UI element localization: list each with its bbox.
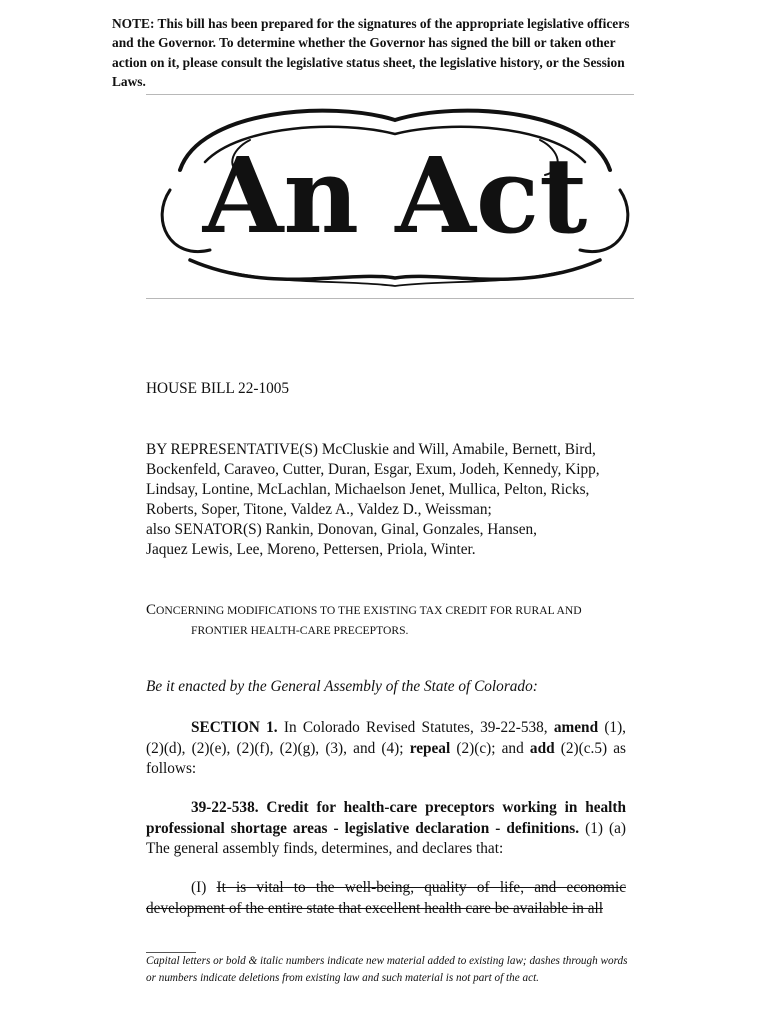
signature-note: NOTE: This bill has been prepared for the signatures of the appropriate legislative officers and the Governor. To determine whether the Governor has signed the bill or taken other action on it, please consult the legislative status sheet, the legislative history, or the Session Laws. <box>112 16 630 90</box>
an-act-banner <box>150 100 640 296</box>
sponsor-line: Roberts, Soper, Titone, Valdez A., Valdez D., Weissman; <box>146 501 492 518</box>
sponsor-line: Lindsay, Lontine, McLachlan, Michaelson Jenet, Mullica, Pelton, Ricks, <box>146 481 590 498</box>
amend-keyword: amend <box>553 719 599 736</box>
sponsors <box>146 440 626 560</box>
title-initial: C <box>146 602 157 618</box>
an-act-flourish <box>150 100 640 296</box>
section-text: (2)(c.5) as follows: <box>146 739 626 777</box>
title-line-2: FRONTIER HEALTH-CARE PRECEPTORS. <box>191 624 409 637</box>
repeal-keyword: repeal <box>409 739 451 757</box>
paragraph-label: (I) <box>191 879 217 896</box>
sponsor-line: Jaquez Lewis, Lee, Moreno, Pettersen, Priola, Winter. <box>146 541 476 558</box>
section-1 <box>146 718 626 780</box>
enacting-clause: Be it enacted by the General Assembly of the State of Colorado: <box>146 678 538 695</box>
statute-heading: 39-22-538. Credit for health-care preceptors working in health professional shortage areas - legislative declaration - definitions. <box>146 799 626 837</box>
section-text: In Colorado Revised Statutes, 39-22-538, <box>277 719 554 736</box>
statute-text: (1) (a) The general assembly finds, determines, and declares that: <box>146 819 626 857</box>
bill-title <box>146 600 626 641</box>
sponsor-line: Bockenfeld, Caraveo, Cutter, Duran, Esgar, Exum, Jodeh, Kennedy, Kipp, <box>146 461 600 478</box>
sponsor-line: BY REPRESENTATIVE(S) McCluskie and Will, Amabile, Bernett, Bird, <box>146 441 596 458</box>
banner-top-rule <box>146 94 634 95</box>
banner-title: An Act <box>202 134 588 257</box>
struck-text: It is vital to the well-being, quality of life, and economic development of the entire state that excellent health care be available in all <box>146 879 626 917</box>
footnote: Capital letters or bold & italic numbers indicate new material added to existing law; dashes through words or numbers indicate deletions from existing law and such material is not part of the act. <box>146 955 628 984</box>
paragraph-i <box>146 878 626 919</box>
title-line-1: ONCERNING MODIFICATIONS TO THE EXISTING TAX CREDIT FOR RURAL AND <box>156 604 582 617</box>
statute-section <box>146 798 626 860</box>
section-heading: SECTION 1. <box>191 719 278 736</box>
add-keyword: add <box>529 739 555 757</box>
sponsor-line: also SENATOR(S) Rankin, Donovan, Ginal, Gonzales, Hansen, <box>146 521 538 538</box>
section-text: (2)(c); and <box>450 739 530 757</box>
section-text: (1), (2)(d), (2)(e), (2)(f), (2)(g), (3), and (4); <box>146 719 626 757</box>
banner-bottom-rule <box>146 298 634 299</box>
bill-number: HOUSE BILL 22-1005 <box>146 380 290 397</box>
